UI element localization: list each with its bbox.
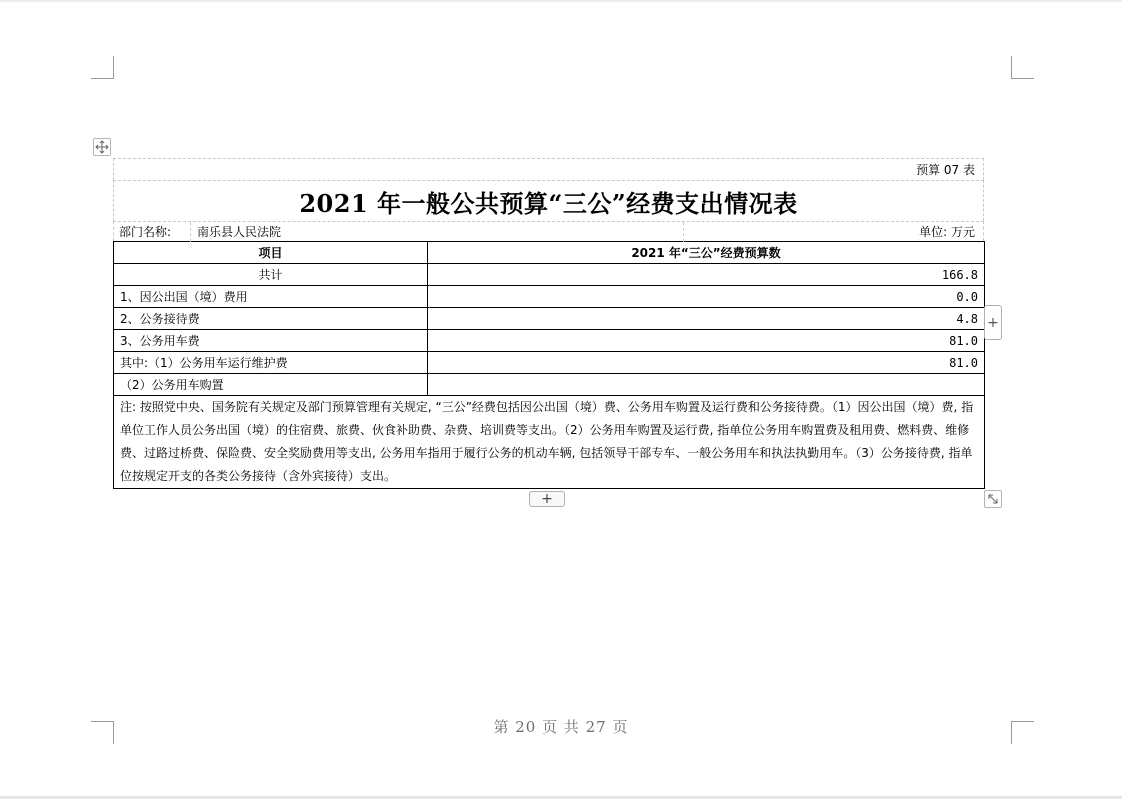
note-text[interactable]: 注: 按照党中央、国务院有关规定及部门预算管理有关规定, “三公”经费包括因公出国（境）费、公务用车购置及运行费和公务接待费。（1）因公出国（境）费, 指单位工作人员公务出国（境）的住宿费、旅费、伙食补助费、杂费、培训费等支出。（2）公务用车购置及运行费, 指单位公务用车购置费及租用费、燃料费、维修费、过路过桥费、保险费、安全奖励费用等支出, 公务用车指用于履行公务的机动车辆, 包括领导干部专车、一般公务用车和执法执勤用车。（3）公务接待费, 指单位按规定开支的各类公务接待（含外宾接待）支出。 xyxy=(114,396,985,489)
budget-table xyxy=(113,241,985,489)
row-label[interactable]: 1、因公出国（境）费用 xyxy=(114,286,428,308)
page-title: 2021 年一般公共预算“三公”经费支出情况表 xyxy=(299,188,798,218)
budget-sheet xyxy=(113,158,984,489)
note-row xyxy=(114,396,985,489)
table-code-row xyxy=(113,158,984,180)
table-header-row xyxy=(114,242,985,264)
margin-corner-top-right xyxy=(1011,56,1034,79)
page-number: 第 20 页 共 27 页 xyxy=(493,718,629,736)
move-arrows-icon xyxy=(94,139,110,155)
diagonal-resize-icon xyxy=(985,491,1001,507)
table-code: 预算 07 表 xyxy=(916,163,975,177)
dept-value: 南乐县人民法院 xyxy=(190,222,281,242)
row-value[interactable]: 81.0 xyxy=(428,352,985,374)
table-resize-handle[interactable] xyxy=(984,490,1002,508)
unit-label: 单位: 万元 xyxy=(683,222,983,242)
header-item[interactable]: 项目 xyxy=(114,242,428,264)
row-label-total[interactable]: 共计 xyxy=(114,264,428,286)
table-row xyxy=(114,286,985,308)
table-row xyxy=(114,352,985,374)
plus-icon: + xyxy=(541,491,553,507)
table-move-handle[interactable] xyxy=(93,138,111,156)
row-label[interactable]: （2）公务用车购置 xyxy=(114,374,428,396)
row-value[interactable]: 4.8 xyxy=(428,308,985,330)
row-label[interactable]: 2、公务接待费 xyxy=(114,308,428,330)
row-value[interactable]: 81.0 xyxy=(428,330,985,352)
dept-row xyxy=(113,221,984,241)
dept-label: 部门名称: xyxy=(119,225,172,239)
header-amount[interactable]: 2021 年“三公”经费预算数 xyxy=(428,242,985,264)
title-row xyxy=(113,180,984,221)
row-value[interactable] xyxy=(428,374,985,396)
add-column-button[interactable] xyxy=(984,305,1002,340)
add-row-button[interactable] xyxy=(529,491,565,507)
table-row xyxy=(114,308,985,330)
plus-icon: + xyxy=(987,314,999,331)
table-row xyxy=(114,330,985,352)
table-row xyxy=(114,264,985,286)
margin-corner-top-left xyxy=(91,56,114,79)
row-label[interactable]: 3、公务用车费 xyxy=(114,330,428,352)
row-value[interactable]: 0.0 xyxy=(428,286,985,308)
table-row xyxy=(114,374,985,396)
row-label[interactable]: 其中:（1）公务用车运行维护费 xyxy=(114,352,428,374)
row-value-total[interactable]: 166.8 xyxy=(428,264,985,286)
